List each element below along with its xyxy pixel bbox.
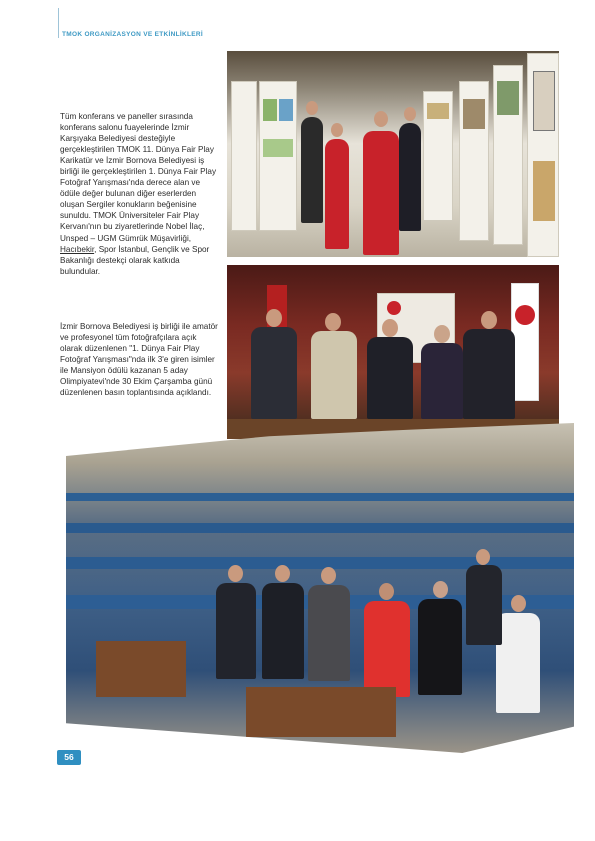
visitor-figure [325,139,349,249]
speaker-head [266,309,282,327]
artwork [533,161,555,221]
artwork [263,139,293,157]
audience-figure [308,585,350,681]
article-paragraph-1 [60,111,220,277]
section-title: TMOK ORGANİZASYON VE ETKİNLİKLERİ [62,31,203,38]
flag-banner [511,283,539,401]
speaker-head [434,325,450,343]
visitor-head [331,123,343,137]
audience-head [321,567,336,584]
artwork [533,71,555,131]
audience-head [476,549,490,565]
auditorium-photo [66,423,574,753]
emblem-icon [387,301,401,315]
visitor-head [374,111,388,127]
audience-head [275,565,290,582]
speaker-figure [311,331,357,419]
seat-row [66,523,574,533]
artwork [497,81,519,115]
audience-figure [466,565,502,645]
artwork [427,103,449,119]
side-table [96,641,186,697]
press-conference-photo [227,265,559,439]
speaker-head [325,313,341,331]
audience-head [228,565,243,582]
speaker-figure [367,337,413,419]
audience-head [433,581,448,598]
audience-figure [364,601,410,697]
flag-emblem-icon [515,305,535,325]
audience-figure [262,583,304,679]
speaker-figure [421,343,463,419]
speaker-head [382,319,398,337]
artwork [279,99,293,121]
visitor-head [404,107,416,121]
speaker-head [481,311,497,329]
audience-figure [216,583,256,679]
paragraph-1-text-b: , Spor İstanbul, Gençlik ve Spor Bakanlığı destekçi olarak katkıda bulundular. [60,244,210,276]
seat-row [66,493,574,501]
audience-figure [496,613,540,713]
artwork [463,99,485,129]
exhibition-photo [227,51,559,257]
page-number-badge: 56 [57,750,81,765]
article-paragraph-2: İzmir Bornova Belediyesi iş birliği ile amatör ve profesyonel tüm fotoğrafçılara açık olarak düzenlenen "1. Dünya Fair Play Fotoğraf Yarışması"nda ilk 3'e giren isimler ile Mansiyon ödülü kazanan 5 aday Olimpiyatevi'nde 30 Ekim Çarşamba günü düzenlenen basın toplantısında açıklandı. [60,322,218,398]
front-table [246,687,396,737]
visitor-figure [363,131,399,255]
audience-head [379,583,394,600]
visitor-head [306,101,318,115]
header-divider [58,8,59,38]
visitor-figure [399,123,421,231]
audience-head [511,595,526,612]
audience-figure [418,599,462,695]
artwork [263,99,277,121]
exhibition-panel [231,81,257,231]
paragraph-1-text-a: Tüm konferans ve paneller sırasında konferans salonu fuayelerinde İzmir Karşıyaka Belediyesi desteğiyle gerçekleştirilen TMOK 11. Dünya Fair Play Karikatür ve İzmir Bornova Belediyesi iş birliği ile gerçekleştirilen 1. Dünya Fair Play Fotoğraf Yarışması'nda derece alan ve ödüle değer bulunan diğer eserlerden oluşan Sergiler konukların beğenisine sunuldu. TMOK Üniversiteler Fair Play Kervanı'nın bu ziyaretlerinde Nobel İlaç, Unsped – UGM Gümrük Müşavirliği, [60,112,217,243]
speaker-figure [251,327,297,419]
speaker-figure [463,329,515,419]
visitor-figure [301,117,323,223]
underlined-sponsor: Hacıbekir [60,244,95,254]
